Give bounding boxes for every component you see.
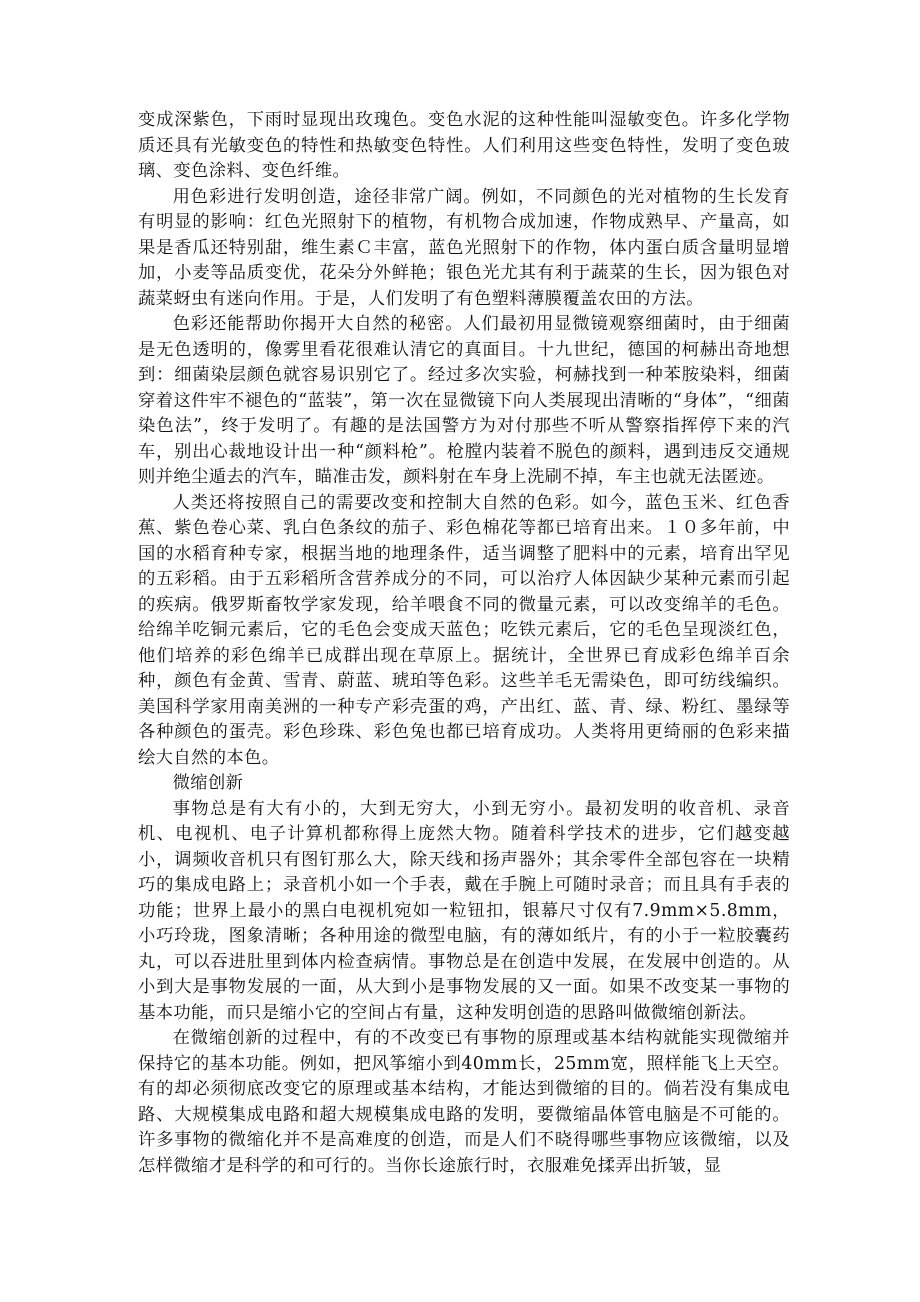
paragraph-controlling-nature-colors: 人类还将按照自己的需要改变和控制大自然的色彩。如今，蓝色玉米、红色香蕉、紫色卷心菜、乳白色条纹的茄子、彩色棉花等都已培育出来。１０多年前，中国的水稻育种专家，根据当地的地理条件，适当调整了肥料中的元素，培育出罕见的五彩稻。由于五彩稻所含营养成分的不同，可以治疗人体因缺少某种元素而引起的疾病。俄罗斯畜牧学家发现，给羊喂食不同的微量元素，可以改变绵羊的毛色。给绵羊吃铜元素后，它的毛色会变成天蓝色；吃铁元素后，它的毛色呈现淡红色，他们培养的彩色绵羊已成群出现在草原上。据统计，全世界已育成彩色绵羊百余种，颜色有金黄、雪青、蔚蓝、琥珀等色彩。这些羊毛无需染色，即可纺线编织。美国科学家用南美洲的一种专产彩壳蛋的鸡，产出红、蓝、青、绿、粉红、墨绿等各种颜色的蛋壳。彩色珍珠、彩色兔也都已培育成功。人类将用更绮丽的色彩来描绘大自然的本色。 [138,492,790,768]
paragraph-color-change-materials: 变成深紫色，下雨时显现出玫瑰色。变色水泥的这种性能叫湿敏变色。许多化学物质还具有光敏变色的特性和热敏变色特性。人们利用这些变色特性，发明了变色玻璃、变色涂料、变色纤维。 [138,110,790,181]
paragraph-color-light-agriculture: 用色彩进行发明创造，途径非常广阔。例如，不同颜色的光对植物的生长发育有明显的影响：红色光照射下的植物，有机物合成加速，作物成熟早、产量高，如果是香瓜还特别甜，维生素Ｃ丰富，蓝色光照射下的作物，体内蛋白质含量明显增加，小麦等品质变优，花朵分外鲜艳；银色光尤其有利于蔬菜的生长，因为银色对蔬菜蚜虫有迷向作用。于是，人们发明了有色塑料薄膜覆盖农田的方法。 [138,186,790,309]
document-page [138,108,790,1179]
paragraph-miniaturization-intro: 事物总是有大有小的，大到无穷大，小到无穷小。最初发明的收音机、录音机、电视机、电子计算机都称得上庞然大物。随着科学技术的进步，它们越变越小，调频收音机只有图钉那么大，除天线和扬声器外；其余零件全部包容在一块精巧的集成电路上；录音机小如一个手表，戴在手腕上可随时录音；而且具有手表的功能；世界上最小的黑白电视机宛如一粒钮扣，银幕尺寸仅有7.9mm×5.8mm，小巧玲珑，图象清晰；各种用途的微型电脑，有的薄如纸片，有的小于一粒胶囊药丸，可以吞进肚里到体内检查病情。事物总是在创造中发展，在发展中创造的。从小到大是事物发展的一面，从大到小是事物发展的又一面。如果不改变某一事物的基本功能，而只是缩小它的空间占有量，这种发明创造的思路叫做微缩创新法。 [138,798,790,1023]
paragraph-bacteria-staining: 色彩还能帮助你揭开大自然的秘密。人们最初用显微镜观察细菌时，由于细菌是无色透明的，像雾里看花很难认清它的真面目。十九世纪，德国的柯赫出奇地想到：细菌染层颜色就容易识别它了。经过多次实验，柯赫找到一种苯胺染料，细菌穿着这件牢不褪色的“蓝装”，第一次在显微镜下向人类展现出清晰的“身体”，“细菌染色法”，终于发明了。有趣的是法国警方为对付那些不听从警察指挥停下来的汽车，别出心裁地设计出一种“颜料枪”。枪膛内装着不脱色的颜料，遇到违反交通规则并绝尘遁去的汽车，瞄准击发，颜料射在车身上洗刷不掉，车主也就无法匿迹。 [138,314,790,487]
section-heading-miniature-innovation: 微缩创新 [172,773,244,793]
paragraph-miniaturization-process: 在微缩创新的过程中，有的不改变已有事物的原理或基本结构就能实现微缩并保持它的基本功能。例如，把风筝缩小到40mm长，25mm宽，照样能飞上天空。有的却必须彻底改变它的原理或基本结构，才能达到微缩的目的。倘若没有集成电路、大规模集成电路和超大规模集成电路的发明，要微缩晶体管电脑是不可能的。许多事物的微缩化并不是高难度的创造，而是人们不晓得哪些事物应该微缩，以及怎样微缩才是科学的和可行的。当你长途旅行时，衣服难免揉弄出折皱，显 [138,1028,790,1176]
